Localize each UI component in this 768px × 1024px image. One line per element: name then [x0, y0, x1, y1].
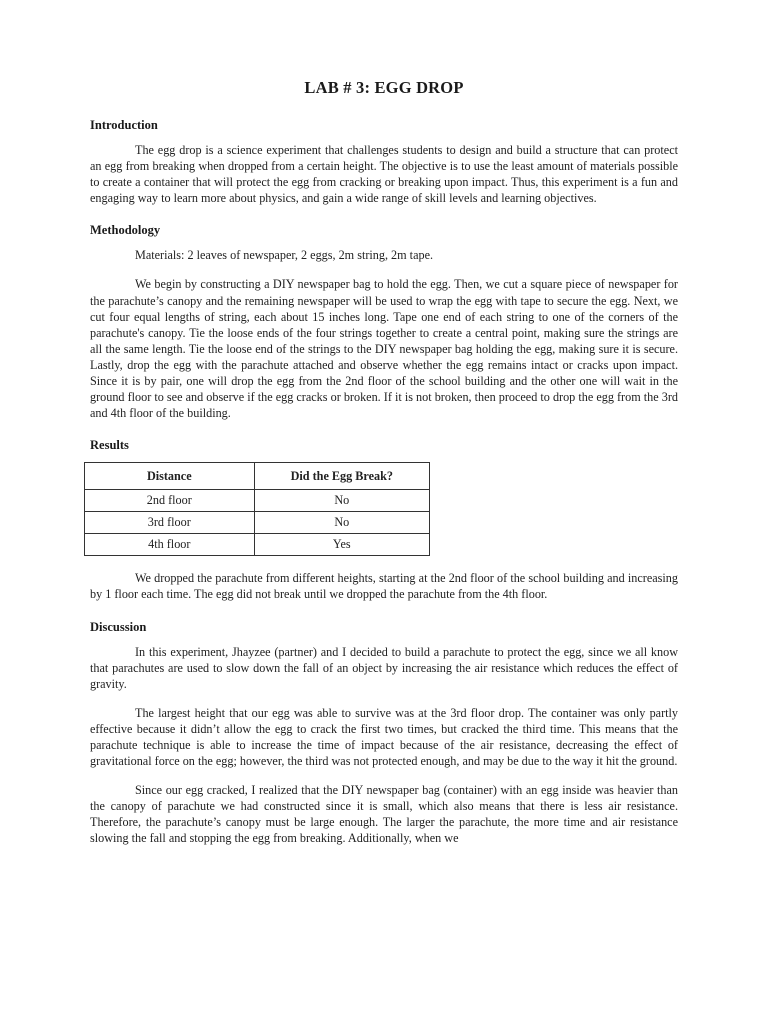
- document-title: LAB # 3: EGG DROP: [304, 78, 464, 97]
- table-cell-distance: 2nd floor: [85, 490, 255, 512]
- table-row: [85, 534, 430, 556]
- results-heading: Results: [90, 438, 129, 453]
- introduction-section: [90, 118, 678, 206]
- results-table: [84, 462, 430, 556]
- introduction-heading: Introduction: [90, 118, 158, 132]
- table-row: [85, 490, 430, 512]
- table-header-distance: Distance: [85, 463, 255, 490]
- discussion-paragraph: Since our egg cracked, I realized that the DIY newspaper bag (container) with an egg inside was heavier than the canopy of parachute we had constructed since it is small, which also means that there is less air resistance. Therefore, the parachute’s canopy must be large enough. The larger the parachute, the more time and air resistance slowing the fall and stopping the egg from breaking. Additionally, when we: [90, 783, 678, 846]
- table-cell-distance: 3rd floor: [85, 512, 255, 534]
- table-header-egg-break: Did the Egg Break?: [254, 463, 429, 490]
- table-row: [85, 512, 430, 534]
- table-cell-egg-break: Yes: [254, 534, 429, 556]
- methodology-heading: Methodology: [90, 223, 161, 238]
- methodology-paragraph: We begin by constructing a DIY newspaper bag to hold the egg. Then, we cut a square piece of newspaper for the parachute’s canopy and the remaining newspaper will be used to wrap the egg with tape to secure the egg. Next, we cut four equal lengths of string, each about 15 inches long. Tape one end of each string to one of the corners of the parachute's canopy. Tie the loose ends of the four strings together to create a central point, making sure the strings are all the same length. Tie the loose end of the strings to the DIY newspaper bag holding the egg, making sure it is secure. Lastly, drop the egg with the parachute attached and observe whether the egg remains intact or cracks upon impact. Since it is by pair, one will drop the egg from the 2nd floor of the school building and the other one will wait in the ground floor to see and observe if the egg cracks or broken. If it is not broken, then proceed to drop the egg from the 3rd and 4th floor of the building.: [90, 277, 678, 421]
- discussion-paragraph: The largest height that our egg was able to survive was at the 3rd floor drop. The container was only partly effective because it didn’t allow the egg to crack the first two times, but cracked the third time. This means that the parachute technique is able to increase the time of impact because of the air resistance, decreasing the effect of gravitational force on the egg; however, the third was not protected enough, and may be due to the way it hit the ground.: [90, 705, 678, 769]
- table-cell-distance: 4th floor: [85, 534, 255, 556]
- discussion-paragraph: In this experiment, Jhayzee (partner) and I decided to build a parachute to protect the egg, since we all know that parachutes are used to slow down the fall of an object by increasing the air resistance which reduces the effect of gravity.: [90, 644, 678, 691]
- methodology-section: [90, 223, 678, 421]
- table-cell-egg-break: No: [254, 512, 429, 534]
- table-header-row: [85, 463, 430, 490]
- discussion-heading: Discussion: [90, 619, 147, 634]
- table-cell-egg-break: No: [254, 490, 429, 512]
- materials-line: Materials: 2 leaves of newspaper, 2 eggs, 2m string, 2m tape.: [135, 248, 434, 263]
- results-paragraph: We dropped the parachute from different heights, starting at the 2nd floor of the school building and increasing by 1 floor each time. The egg did not break until we dropped the parachute from the 4th floor.: [90, 571, 678, 602]
- results-section: [90, 438, 678, 602]
- introduction-paragraph: The egg drop is a science experiment that challenges students to design and build a structure that can protect an egg from breaking when dropped from a certain height. The objective is to use the least amount of materials possible to create a container that will protect the egg from cracking or breaking upon impact. Thus, this experiment is a fun and engaging way to learn more about physics, and gain a wide range of skill levels and learning objectives.: [90, 143, 678, 206]
- discussion-section: [90, 620, 678, 847]
